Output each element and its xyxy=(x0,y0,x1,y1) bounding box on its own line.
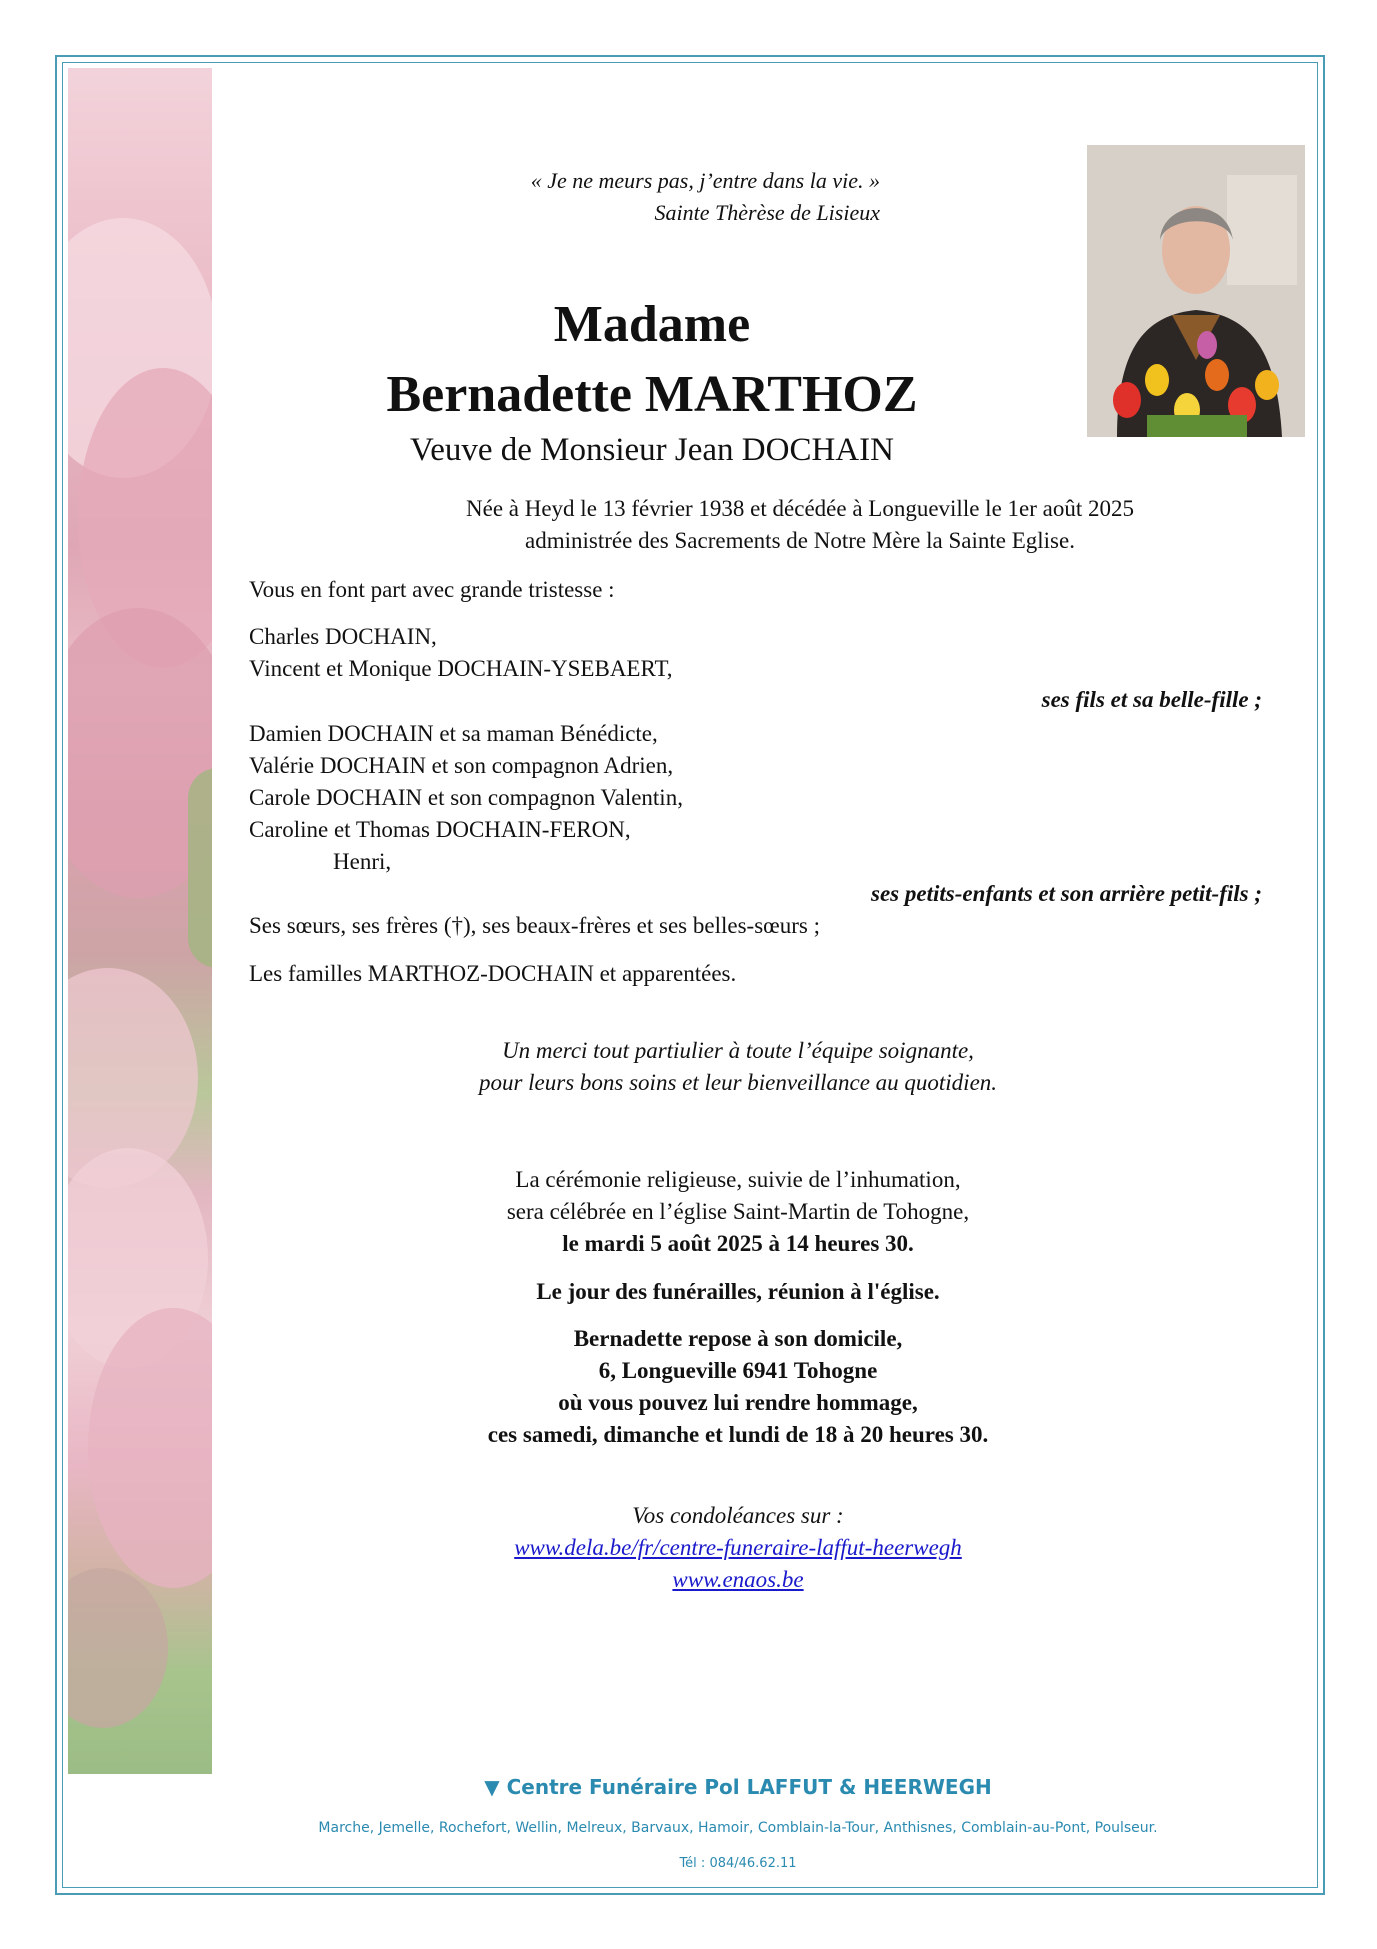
child-name: Vincent et Monique DOCHAIN-YSEBAERT, xyxy=(249,656,673,681)
condolences-link-dela[interactable]: www.dela.be/fr/centre-funeraire-laffut-heerwegh xyxy=(514,1535,962,1560)
grandchild-name: Caroline et Thomas DOCHAIN-FERON, xyxy=(249,817,631,842)
deceased-name: Bernadette MARTHOZ xyxy=(386,366,918,423)
families-line: Les familles MARTHOZ-DOCHAIN et apparentées. xyxy=(249,961,737,986)
thanks-line-1: Un merci tout partiulier à toute l’équipe soignante, xyxy=(502,1038,974,1063)
funeral-home-name xyxy=(212,1775,1264,1799)
rest-hours: ces samedi, dimanche et lundi de 18 à 20 heures 30. xyxy=(487,1422,989,1447)
children-list xyxy=(249,621,673,685)
rest-line-1: Bernadette repose à son domicile, xyxy=(573,1326,903,1351)
portrait-photo xyxy=(1087,145,1305,437)
grandchild-name: Carole DOCHAIN et son compagnon Valentin, xyxy=(249,785,683,810)
meeting-line: Le jour des funérailles, réunion à l'église. xyxy=(536,1279,940,1304)
grandchild-name: Valérie DOCHAIN et son compagnon Adrien, xyxy=(249,753,674,778)
triangle-down-icon: ▼ xyxy=(484,1775,500,1799)
condolences-link-enaos[interactable]: www.enaos.be xyxy=(672,1567,804,1592)
child-name: Charles DOCHAIN, xyxy=(249,624,437,649)
children-role: ses fils et sa belle-fille ; xyxy=(1041,687,1262,712)
quote-text: « Je ne meurs pas, j’entre dans la vie. » xyxy=(530,168,880,193)
intro-text: Vous en font part avec grande tristesse : xyxy=(249,577,615,602)
ceremony-date: le mardi 5 août 2025 à 14 heures 30. xyxy=(562,1231,914,1256)
grandchildren-role: ses petits-enfants et son arrière petit-fils ; xyxy=(871,881,1262,906)
ceremony-line-2: sera célébrée en l’église Saint-Martin de Tohogne, xyxy=(506,1199,970,1224)
sacraments-line: administrée des Sacrements de Notre Mère la Sainte Eglise. xyxy=(525,528,1075,553)
spouse-line: Veuve de Monsieur Jean DOCHAIN xyxy=(410,432,894,468)
rest-address: 6, Longueville 6941 Tohogne xyxy=(598,1358,878,1383)
grandchild-name: Damien DOCHAIN et sa maman Bénédicte, xyxy=(249,721,658,746)
honorific-title: Madame xyxy=(553,296,751,353)
quote-author: Sainte Thèrèse de Lisieux xyxy=(654,200,880,225)
funeral-home-towns: Marche, Jemelle, Rochefort, Wellin, Melreux, Barvaux, Hamoir, Comblain-la-Tour, Anthisnes, Comblain-au-Pont, Poulseur. xyxy=(318,1820,1158,1836)
funeral-home-label: Centre Funéraire Pol LAFFUT & HEERWEGH xyxy=(506,1775,992,1799)
birth-death-line: Née à Heyd le 13 février 1938 et décédée à Longueville le 1er août 2025 xyxy=(466,496,1134,521)
siblings-line: Ses sœurs, ses frères (†), ses beaux-frères et ses belles-sœurs ; xyxy=(249,913,821,938)
condolences-label: Vos condoléances sur : xyxy=(632,1503,844,1528)
funeral-home-phone: Tél : 084/46.62.11 xyxy=(679,1856,797,1871)
flower-decoration-image xyxy=(68,68,212,1774)
thanks-line-2: pour leurs bons soins et leur bienveillance au quotidien. xyxy=(478,1070,998,1095)
great-grandchild-name: Henri, xyxy=(333,849,392,874)
ceremony-line-1: La cérémonie religieuse, suivie de l’inhumation, xyxy=(515,1167,961,1192)
rest-line-3: où vous pouvez lui rendre hommage, xyxy=(558,1390,918,1415)
grandchildren-list xyxy=(249,718,683,878)
